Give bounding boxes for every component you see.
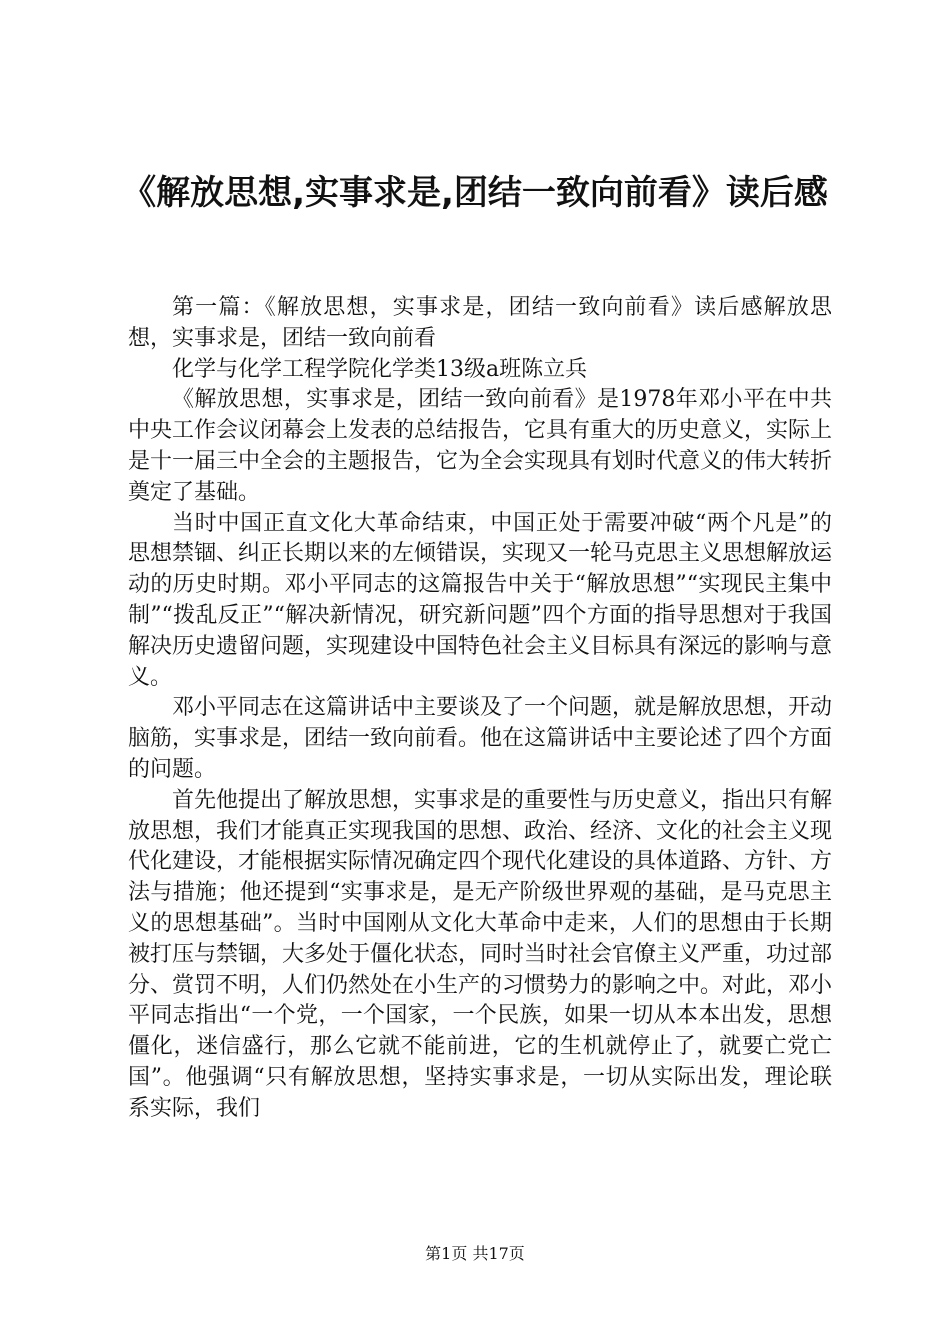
paragraph: 《解放思想，实事求是，团结一致向前看》是1978年邓小平在中共中央工作会议闭幕会上发表的总结报告，它具有重大的历史意义，实际上是十一届三中全会的主题报告，它为全会实现具有划时代意义的伟大转折奠定了基础。 xyxy=(128,387,833,505)
paragraph: 首先他提出了解放思想，实事求是的重要性与历史意义，指出只有解放思想，我们才能真正实现我国的思想、政治、经济、文化的社会主义现代化建设，才能根据实际情况确定四个现代化建设的具体道路、方针、方法与措施；他还提到“实事求是，是无产阶级世界观的基础，是马克思主义的思想基础”。当时中国刚从文化大革命中走来，人们的思想由于长期被打压与禁锢，大多处于僵化状态，同时当时社会官僚主义严重，功过部分、赏罚不明，人们仍然处在小生产的习惯势力的影响之中。对此，邓小平同志指出“一个党，一个国家，一个民族，如果一切从本本出发，思想僵化，迷信盛行，那么它就不能前进，它的生机就停止了，就要亡党亡国”。他强调“只有解放思想，坚持实事求是，一切从实际出发，理论联系实际，我们 xyxy=(128,787,833,1121)
document-title: 《解放思想,实事求是,团结一致向前看》读后感 xyxy=(122,173,828,213)
paragraph: 化学与化学工程学院化学类13级a班陈立兵 xyxy=(172,356,588,382)
paragraph: 邓小平同志在这篇讲话中主要谈及了一个问题，就是解放思想，开动脑筋，实事求是，团结一致向前看。他在这篇讲话中主要论述了四个方面的问题。 xyxy=(128,695,833,782)
document-body xyxy=(128,293,832,1125)
paragraph: 当时中国正直文化大革命结束，中国正处于需要冲破“两个凡是”的思想禁锢、纠正长期以来的左倾错误，实现又一轮马克思主义思想解放运动的历史时期。邓小平同志的这篇报告中关于“解放思想”“实现民主集中制”“拨乱反正”“解决新情况，研究新问题”四个方面的指导思想对于我国解决历史遗留问题，实现建设中国特色社会主义目标具有深远的影响与意义。 xyxy=(128,510,833,690)
page-number-footer: 第1页 共17页 xyxy=(425,1244,525,1263)
paragraph: 第一篇：《解放思想，实事求是，团结一致向前看》读后感解放思想，实事求是，团结一致向前看 xyxy=(128,295,832,351)
